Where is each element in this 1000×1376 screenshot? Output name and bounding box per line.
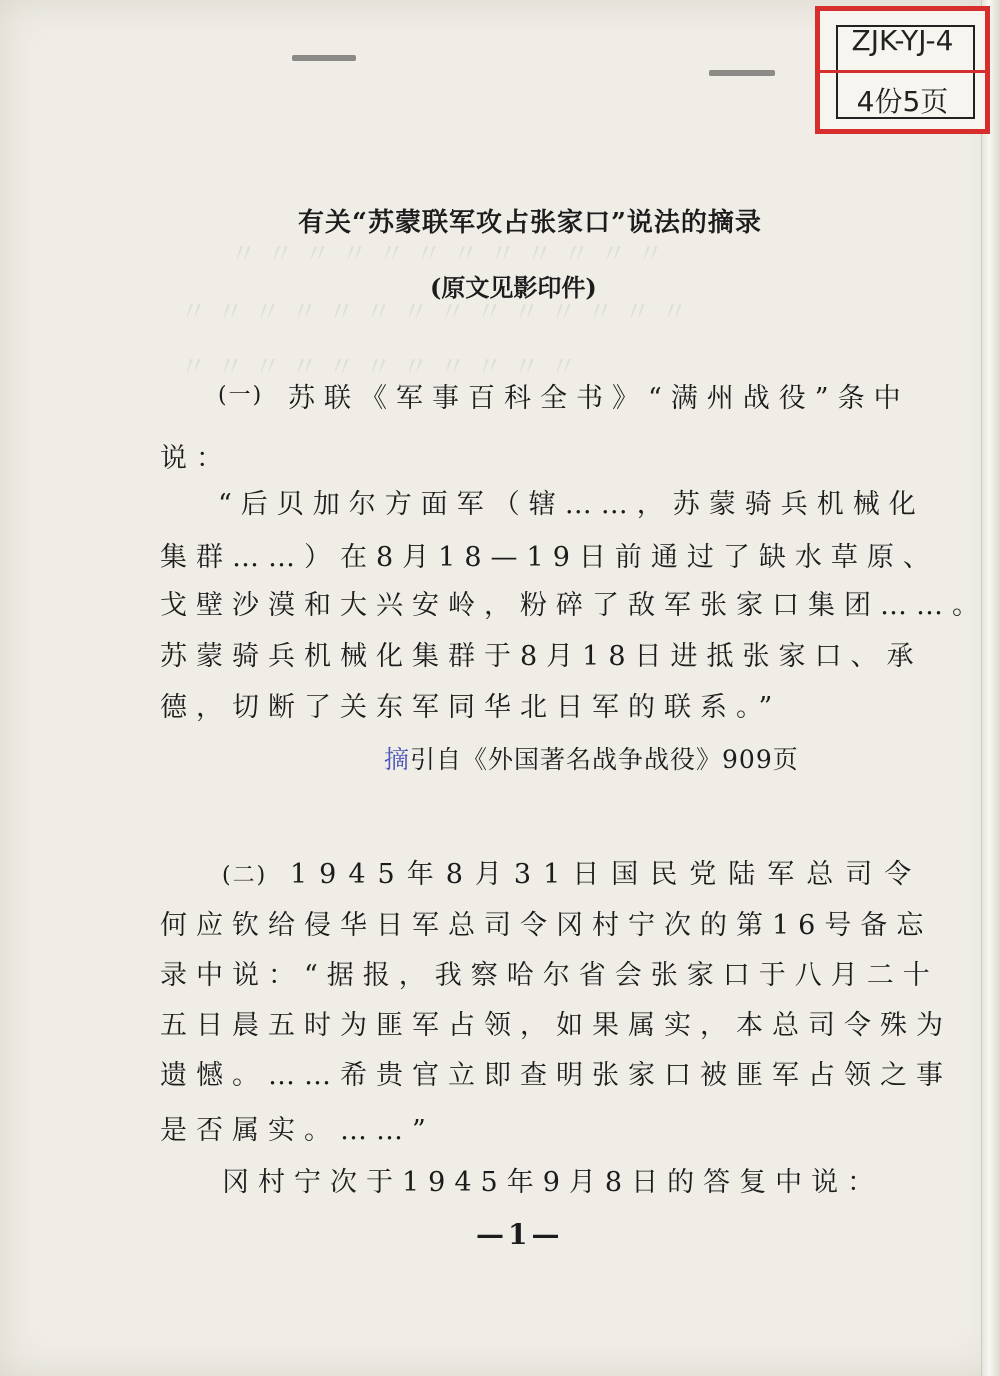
section-2-line: 遗憾。……希贵官立即查明张家口被匪军占领之事 xyxy=(160,1060,952,1091)
document-subtitle: (原文见影印件) xyxy=(430,273,597,302)
page-edge xyxy=(981,0,1000,1376)
section-1-line: 戈壁沙漠和大兴安岭，粉碎了敌军张家口集团……。 xyxy=(160,590,988,621)
section-1-line: 集群……）在8月18—19日前通过了缺水草原、 xyxy=(160,542,939,573)
document-title: 有关“苏蒙联军攻占张家口”说法的摘录 xyxy=(298,208,762,238)
section-2-line: 是否属实。……” xyxy=(160,1115,435,1146)
section-2-line: 何应钦给侵华日军总司令冈村宁次的第16号备忘 xyxy=(160,910,933,941)
section-1-line: 德，切断了关东军同华北日军的联系。” xyxy=(160,692,782,723)
citation-text: 引自《外国著名战争战役》909页 xyxy=(410,745,799,774)
section-2-line: 录中说：“据报，我察哈尔省会张家口于八月二十 xyxy=(160,960,939,991)
stamp-pages: 4份5页 xyxy=(856,84,949,118)
section-1-line: 说： xyxy=(160,443,232,474)
stamp-code: ZJK-YJ-4 xyxy=(820,11,985,73)
section-2-line: 1945年8月31日国民党陆军总司令 xyxy=(290,859,924,890)
bleed-through-text: 〃〃〃〃〃〃〃〃〃〃〃〃 xyxy=(230,239,674,270)
section-2-marker: (二) xyxy=(222,863,268,888)
section-1-line: 苏蒙骑兵机械化集群于8月18日进抵张家口、承 xyxy=(160,641,923,672)
bleed-through-text: 〃〃〃〃〃〃〃〃〃〃〃〃〃〃 xyxy=(180,297,698,328)
staple-mark-right xyxy=(709,70,775,76)
section-2-line: 冈村宁次于1945年9月8日的答复中说： xyxy=(222,1167,884,1198)
bleed-through-text: 〃〃〃〃〃〃〃〃〃〃〃 xyxy=(180,352,587,383)
section-1-marker: (一) xyxy=(218,383,264,408)
page-number: —1— xyxy=(476,1218,564,1251)
handwritten-correction: 摘 xyxy=(384,745,411,774)
section-1-line: 苏联《军事百科全书》“满州战役”条中 xyxy=(288,383,910,414)
section-2-line: 五日晨五时为匪军占领，如果属实，本总司令殊为 xyxy=(160,1010,952,1041)
section-1-citation xyxy=(384,740,799,776)
staple-mark-left xyxy=(292,55,356,61)
archive-stamp xyxy=(815,6,990,134)
section-1-line: “后贝加尔方面军（辖……，苏蒙骑兵机械化 xyxy=(218,489,925,520)
